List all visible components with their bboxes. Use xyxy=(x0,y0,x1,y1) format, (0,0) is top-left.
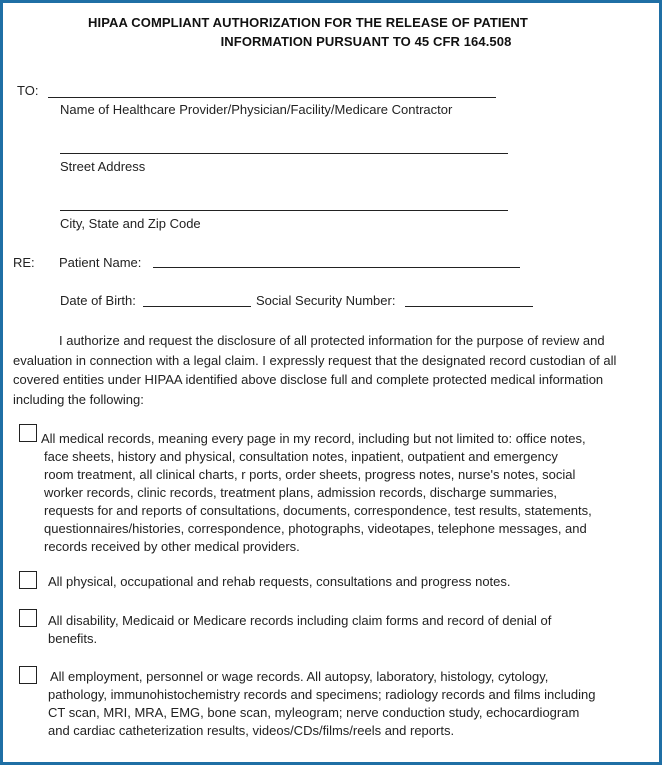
item-1-line: room treatment, all clinical charts, r ports, order sheets, progress notes, nurse's notes, social xyxy=(44,467,576,482)
item-1-line: questionnaires/histories, correspondence, photographs, videotapes, telephone messages, and xyxy=(44,521,587,536)
provider-name-field[interactable] xyxy=(48,97,496,98)
city-state-zip-caption: City, State and Zip Code xyxy=(60,216,201,231)
item-1-line: All medical records, meaning every page in my record, including but not limited to: office notes, xyxy=(41,431,586,446)
item-3-line: All disability, Medicaid or Medicare records including claim forms and record of denial of xyxy=(48,613,552,628)
item-1-line: worker records, clinic records, treatment plans, admission records, discharge summaries, xyxy=(44,485,557,500)
city-state-zip-field[interactable] xyxy=(60,210,508,211)
form-title-line-2: INFORMATION PURSUANT TO 45 CFR 164.508 xyxy=(220,34,512,49)
provider-name-caption: Name of Healthcare Provider/Physician/Facility/Medicare Contractor xyxy=(60,102,453,117)
checkbox-all-medical-records[interactable] xyxy=(19,424,37,442)
checklist-item-employment-records xyxy=(50,668,595,740)
checklist-item-all-medical-records xyxy=(41,430,592,556)
ssn-field[interactable] xyxy=(405,306,533,307)
form-title-line-1: HIPAA COMPLIANT AUTHORIZATION FOR THE RELEASE OF PATIENT xyxy=(88,15,528,30)
item-4-line: All employment, personnel or wage records. All autopsy, laboratory, histology, cytology, xyxy=(50,669,549,684)
item-1-line: records received by other medical providers. xyxy=(44,539,300,554)
item-1-line: requests for and reports of consultations, documents, correspondence, test results, statements, xyxy=(44,503,592,518)
item-3-line: benefits. xyxy=(48,631,98,646)
checkbox-disability-records[interactable] xyxy=(19,609,37,627)
checkbox-physical-rehab-records[interactable] xyxy=(19,571,37,589)
item-4-line: CT scan, MRI, MRA, EMG, bone scan, myleogram; nerve conduction study, echocardiogram xyxy=(48,705,580,720)
item-4-line: pathology, immunohistochemistry records and specimens; radiology records and films including xyxy=(48,687,596,702)
item-2-line: All physical, occupational and rehab requests, consultations and progress notes. xyxy=(48,574,511,589)
form-title xyxy=(3,13,659,51)
patient-name-field[interactable] xyxy=(153,267,520,268)
authorization-paragraph xyxy=(13,331,653,409)
street-address-caption: Street Address xyxy=(60,159,146,174)
ssn-label: Social Security Number: xyxy=(256,293,396,308)
checkbox-employment-records[interactable] xyxy=(19,666,37,684)
to-label: TO: xyxy=(17,83,39,98)
patient-name-label: Patient Name: xyxy=(59,255,142,270)
dob-field[interactable] xyxy=(143,306,251,307)
authorization-text: I authorize and request the disclosure of all protected information for the purpose of review and evaluation in connection with a legal claim. I expressly request that the designated record custodian of all covered entities under HIPAA identified above disclose full and complete protected medical information including the following: xyxy=(13,333,617,407)
checklist-item-disability-records xyxy=(48,612,551,648)
checklist-item-physical-rehab-records xyxy=(48,573,511,591)
item-1-line: face sheets, history and physical, consultation notes, inpatient, outpatient and emergency xyxy=(44,449,558,464)
item-4-line: and cardiac catheterization results, videos/CDs/films/reels and reports. xyxy=(48,723,455,738)
street-address-field[interactable] xyxy=(60,153,508,154)
re-label: RE: xyxy=(13,255,35,270)
dob-label: Date of Birth: xyxy=(60,293,136,308)
